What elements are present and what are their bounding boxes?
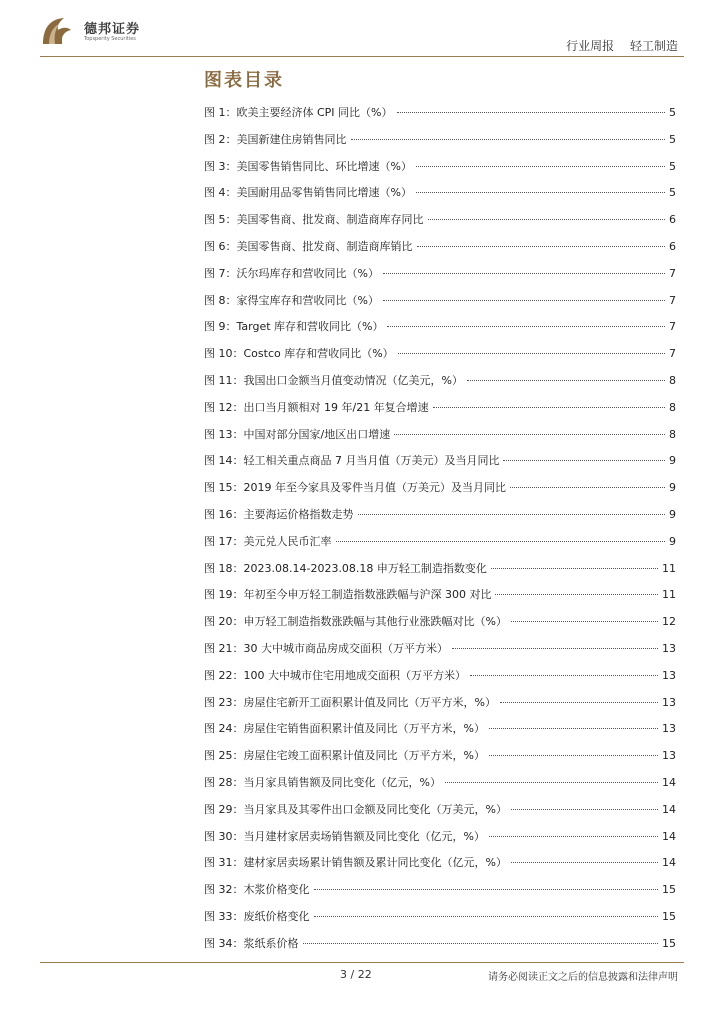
legal-disclaimer: 请务必阅读正文之后的信息披露和法律声明: [488, 972, 678, 983]
company-logo: [40, 14, 140, 50]
figure-index-list: [204, 104, 676, 962]
toc-entry-page: 7: [669, 266, 676, 280]
toc-entry-label: 图 32：木浆价格变化: [204, 883, 310, 897]
toc-entry-page: 11: [662, 561, 676, 575]
toc-entry[interactable]: [204, 265, 676, 292]
toc-dot-leader: [503, 460, 665, 461]
toc-entry[interactable]: [204, 801, 676, 828]
toc-entry-label: 图 25：房屋住宅竣工面积累计值及同比（万平方米，%）: [204, 749, 485, 763]
report-type-label: 行业周报: [566, 39, 615, 53]
toc-entry[interactable]: [204, 211, 676, 238]
toc-entry[interactable]: [204, 372, 676, 399]
toc-entry-label: 图 15：2019 年至今家具及零件当月值（万美元）及当月同比: [204, 481, 506, 495]
toc-dot-leader: [416, 166, 665, 167]
toc-entry[interactable]: [204, 479, 676, 506]
toc-dot-leader: [470, 675, 658, 676]
toc-dot-leader: [351, 139, 666, 140]
toc-entry-page: 13: [662, 641, 676, 655]
toc-entry-label: 图 17：美元兑人民币汇率: [204, 534, 332, 548]
toc-dot-leader: [511, 809, 658, 810]
toc-entry[interactable]: [204, 426, 676, 453]
toc-entry-label: 图 9：Target 库存和营收同比（%）: [204, 320, 384, 334]
toc-entry-page: 12: [662, 615, 676, 629]
toc-entry-page: 6: [669, 239, 676, 253]
toc-dot-leader: [428, 219, 666, 220]
footer-divider: [40, 962, 684, 963]
toc-entry[interactable]: [204, 586, 676, 613]
toc-entry[interactable]: [204, 774, 676, 801]
toc-entry-label: 图 7：沃尔玛库存和营收同比（%）: [204, 266, 379, 280]
toc-entry[interactable]: [204, 694, 676, 721]
toc-entry-page: 13: [662, 668, 676, 682]
toc-entry-label: 图 24：房屋住宅销售面积累计值及同比（万平方米，%）: [204, 722, 485, 736]
toc-dot-leader: [511, 862, 658, 863]
toc-dot-leader: [394, 434, 665, 435]
toc-entry-label: 图 29：当月家具及其零件出口金额及同比变化（万美元，%）: [204, 802, 507, 816]
toc-entry-page: 9: [669, 534, 676, 548]
toc-entry-label: 图 30：当月建材家居卖场销售额及同比变化（亿元，%）: [204, 829, 485, 843]
toc-entry-label: 图 33：废纸价格变化: [204, 909, 310, 923]
toc-entry-label: 图 31：建材家居卖场累计销售额及累计同比变化（亿元，%）: [204, 856, 507, 870]
toc-entry-label: 图 12：出口当月额相对 19 年/21 年复合增速: [204, 400, 429, 414]
toc-entry-page: 9: [669, 481, 676, 495]
toc-dot-leader: [510, 487, 665, 488]
toc-entry[interactable]: [204, 318, 676, 345]
toc-dot-leader: [445, 782, 658, 783]
toc-entry-page: 5: [669, 106, 676, 119]
toc-entry[interactable]: [204, 881, 676, 908]
logo-company-name: 德邦证券: [84, 22, 141, 37]
toc-entry-label: 图 19：年初至今申万轻工制造指数涨跌幅与沪深 300 对比: [204, 588, 492, 602]
toc-entry[interactable]: [204, 506, 676, 533]
toc-entry[interactable]: [204, 158, 676, 185]
toc-dot-leader: [467, 380, 665, 381]
toc-entry[interactable]: [204, 452, 676, 479]
toc-dot-leader: [416, 192, 665, 193]
toc-dot-leader: [500, 702, 658, 703]
toc-entry-label: 图 20：申万轻工制造指数涨跌幅与其他行业涨跌幅对比（%）: [204, 615, 507, 629]
toc-entry-page: 8: [669, 373, 676, 387]
logo-mark-icon: [40, 14, 74, 48]
toc-entry-page: 13: [662, 749, 676, 763]
report-category: [566, 37, 678, 54]
toc-entry-page: 13: [662, 695, 676, 709]
toc-entry-page: 6: [669, 213, 676, 227]
toc-dot-leader: [383, 273, 665, 274]
toc-entry-label: 图 5：美国零售商、批发商、制造商库存同比: [204, 213, 424, 227]
toc-dot-leader: [489, 836, 658, 837]
toc-entry-page: 8: [669, 400, 676, 414]
toc-entry-page: 8: [669, 427, 676, 441]
toc-entry-label: 图 8：家得宝库存和营收同比（%）: [204, 293, 379, 307]
toc-dot-leader: [314, 916, 659, 917]
toc-entry-label: 图 16：主要海运价格指数走势: [204, 507, 354, 521]
toc-dot-leader: [314, 889, 659, 890]
toc-entry-label: 图 2：美国新建住房销售同比: [204, 132, 347, 146]
toc-entry[interactable]: [204, 747, 676, 774]
toc-entry[interactable]: [204, 131, 676, 158]
toc-entry-page: 14: [662, 829, 676, 843]
toc-dot-leader: [433, 407, 665, 408]
logo-company-subtext: Topsperity Securities: [84, 36, 136, 42]
toc-entry-page: 9: [669, 454, 676, 468]
toc-dot-leader: [358, 514, 666, 515]
toc-entry-label: 图 22：100 大中城市住宅用地成交面积（万平方米）: [204, 668, 466, 682]
toc-dot-leader: [452, 648, 658, 649]
toc-dot-leader: [489, 728, 658, 729]
toc-entry-page: 9: [669, 507, 676, 521]
toc-entry-label: 图 28：当月家具销售额及同比变化（亿元，%）: [204, 775, 441, 789]
toc-entry-label: 图 10：Costco 库存和营收同比（%）: [204, 347, 394, 361]
header-divider: [40, 56, 684, 57]
toc-entry-page: 7: [669, 347, 676, 361]
toc-entry-label: 图 3：美国零售销售同比、环比增速（%）: [204, 159, 412, 173]
toc-entry[interactable]: [204, 560, 676, 587]
toc-entry-label: 图 21：30 大中城市商品房成交面积（万平方米）: [204, 641, 448, 655]
toc-entry-page: 5: [669, 186, 676, 200]
toc-dot-leader: [417, 246, 666, 247]
toc-entry[interactable]: [204, 720, 676, 747]
toc-entry-label: 图 34：浆纸系价格: [204, 936, 299, 950]
toc-entry-page: 5: [669, 159, 676, 173]
toc-entry-page: 11: [662, 588, 676, 602]
toc-dot-leader: [387, 326, 665, 327]
toc-entry[interactable]: [204, 399, 676, 426]
toc-entry[interactable]: [204, 640, 676, 667]
toc-dot-leader: [398, 353, 665, 354]
toc-entry-label: 图 13：中国对部分国家/地区出口增速: [204, 427, 391, 441]
toc-entry[interactable]: [204, 104, 676, 131]
toc-dot-leader: [383, 300, 665, 301]
toc-entry[interactable]: [204, 667, 676, 694]
toc-entry-page: 7: [669, 293, 676, 307]
toc-dot-leader: [303, 943, 659, 944]
toc-entry-label: 图 6：美国零售商、批发商、制造商库销比: [204, 239, 413, 253]
page-header: [0, 0, 724, 60]
toc-entry[interactable]: [204, 533, 676, 560]
toc-entry-page: 5: [669, 132, 676, 146]
toc-entry-page: 14: [662, 856, 676, 870]
toc-entry-page: 15: [662, 936, 676, 950]
toc-entry-label: 图 14：轻工相关重点商品 7 月当月值（万美元）及当月同比: [204, 454, 500, 468]
toc-dot-leader: [495, 594, 658, 595]
toc-entry[interactable]: [204, 854, 676, 881]
toc-entry-label: 图 1：欧美主要经济体 CPI 同比（%）: [204, 106, 393, 119]
toc-entry-label: 图 23：房屋住宅新开工面积累计值及同比（万平方米，%）: [204, 695, 496, 709]
toc-entry[interactable]: [204, 238, 676, 265]
page-number: 3 / 22: [340, 968, 372, 981]
toc-entry-page: 14: [662, 775, 676, 789]
toc-entry-page: 14: [662, 802, 676, 816]
toc-entry[interactable]: [204, 613, 676, 640]
sector-label: 轻工制造: [629, 39, 678, 53]
toc-entry[interactable]: [204, 908, 676, 935]
toc-dot-leader: [336, 541, 666, 542]
toc-dot-leader: [397, 112, 666, 113]
toc-entry-label: 图 18：2023.08.14-2023.08.18 申万轻工制造指数变化: [204, 561, 487, 575]
toc-entry-page: 15: [662, 883, 676, 897]
toc-entry[interactable]: [204, 184, 676, 211]
toc-entry-page: 13: [662, 722, 676, 736]
section-title: 图表目录: [204, 70, 284, 91]
toc-entry-label: 图 4：美国耐用品零售销售同比增速（%）: [204, 186, 412, 200]
toc-entry-page: 7: [669, 320, 676, 334]
toc-entry[interactable]: [204, 345, 676, 372]
toc-dot-leader: [511, 621, 658, 622]
toc-entry[interactable]: [204, 292, 676, 319]
toc-entry[interactable]: [204, 935, 676, 962]
toc-dot-leader: [491, 568, 658, 569]
toc-entry-label: 图 11：我国出口金额当月值变动情况（亿美元，%）: [204, 373, 463, 387]
toc-entry[interactable]: [204, 828, 676, 855]
toc-dot-leader: [489, 755, 658, 756]
toc-entry-page: 15: [662, 909, 676, 923]
